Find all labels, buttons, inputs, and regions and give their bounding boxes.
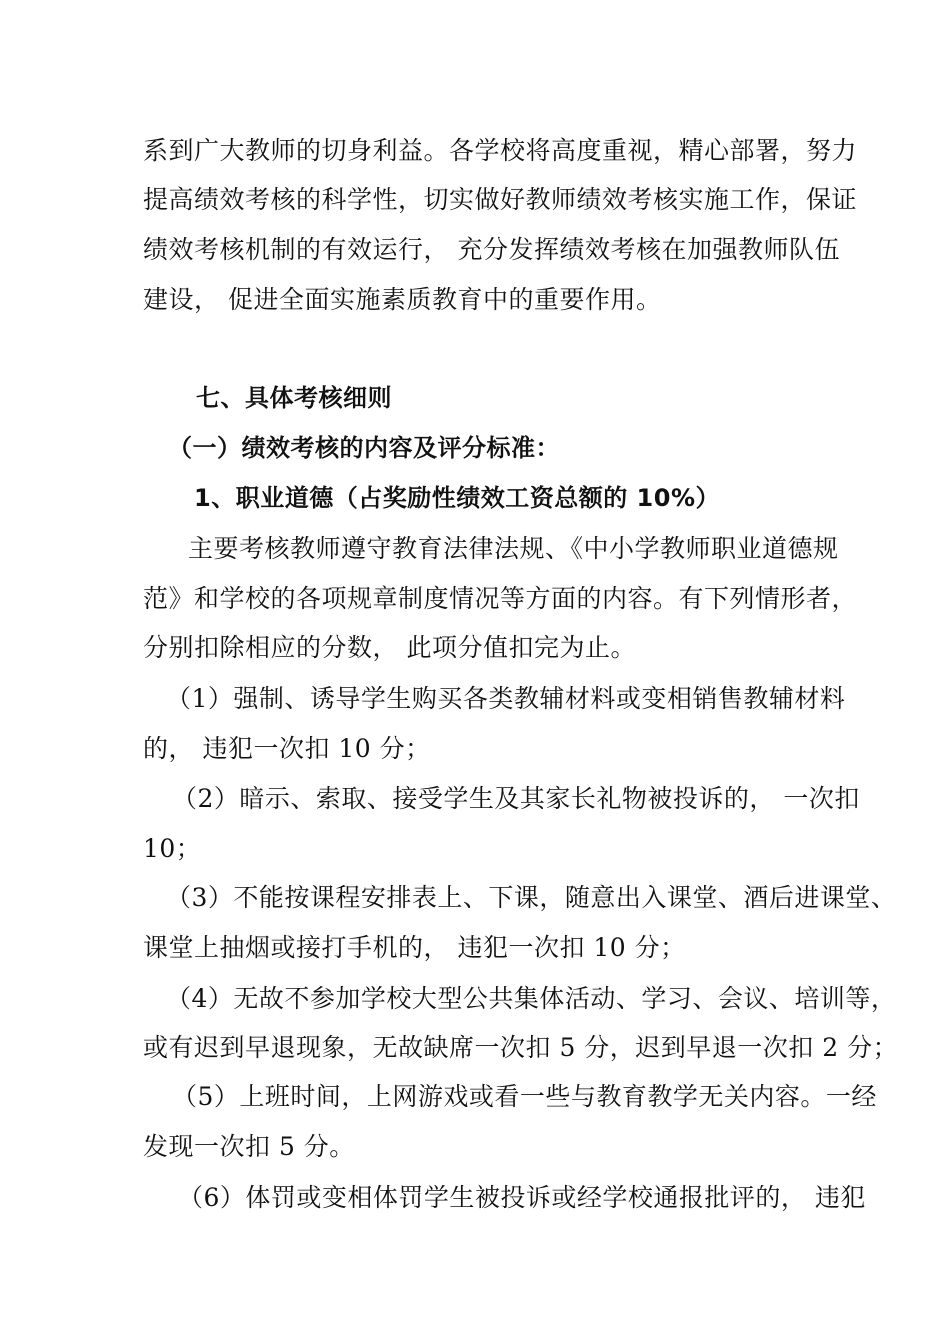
- paragraph-line: 建设， 促进全面实施素质教育中的重要作用。: [143, 285, 662, 314]
- list-item-line: 的， 违犯一次扣 10 分；: [143, 734, 431, 763]
- list-item-line: （1）强制、诱导学生购买各类教辅材料或变相销售教辅材料: [166, 684, 846, 713]
- paragraph-line: 系到广大教师的切身利益。各学校将高度重视，精心部署，努力: [143, 136, 858, 165]
- paragraph-line: 分别扣除相应的分数， 此项分值扣完为止。: [143, 633, 636, 662]
- list-item-line: 10；: [143, 834, 202, 863]
- item-heading: 1、职业道德（占奖励性绩效工资总额的 10%）: [194, 484, 720, 512]
- paragraph-line: 提高绩效考核的科学性，切实做好教师绩效考核实施工作，保证: [143, 185, 858, 214]
- list-item-line: 发现一次扣 5 分。: [143, 1132, 355, 1161]
- section-heading: 七、具体考核细则: [196, 384, 392, 412]
- paragraph-line: 范》和学校的各项规章制度情况等方面的内容。有下列情形者，: [143, 584, 858, 613]
- list-item-line: （6）体罚或变相体罚学生被投诉或经学校通报批评的， 违犯: [178, 1183, 866, 1212]
- list-item-line: （5）上班时间，上网游戏或看一些与教育教学无关内容。一经: [172, 1082, 877, 1111]
- paragraph-line: 绩效考核机制的有效运行， 充分发挥绩效考核在加强教师队伍: [143, 235, 840, 264]
- list-item-line: 或有迟到早退现象，无故缺席一次扣 5 分，迟到早退一次扣 2 分；: [143, 1033, 899, 1062]
- list-item-line: （4）无故不参加学校大型公共集体活动、学习、会议、培训等，: [166, 984, 897, 1013]
- paragraph-line: 主要考核教师遵守教育法律法规、《中小学教师职业道德规: [188, 534, 839, 563]
- list-item-line: （3）不能按课程安排表上、下课，随意出入课堂、酒后进课堂、: [166, 883, 897, 912]
- list-item-line: 课堂上抽烟或接打手机的， 违犯一次扣 10 分；: [143, 933, 686, 962]
- list-item-line: （2）暗示、索取、接受学生及其家长礼物被投诉的， 一次扣: [172, 784, 860, 813]
- subsection-heading: （一）绩效考核的内容及评分标准：: [168, 434, 560, 462]
